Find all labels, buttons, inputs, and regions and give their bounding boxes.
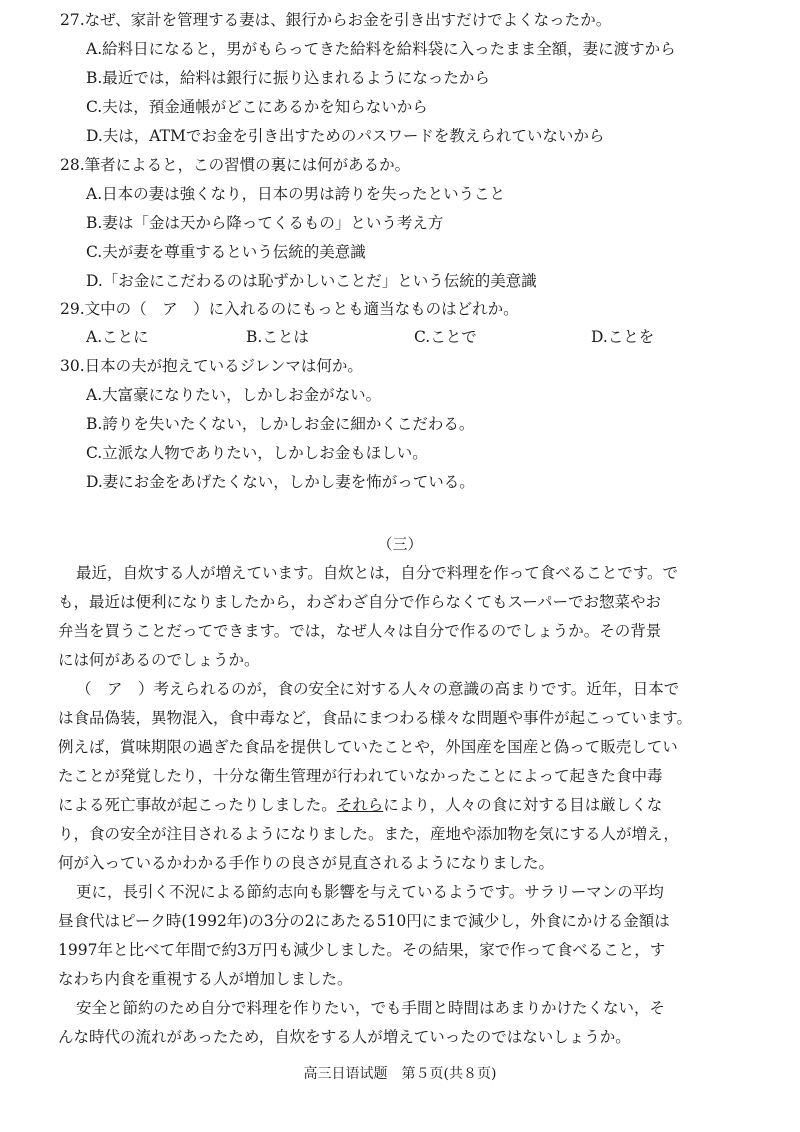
passage-p3-line: 1997年と比べて年間で約3万円も減少しました。その結果，家で作って食べること，す (58, 941, 666, 959)
underlined-phrase: それら (336, 796, 384, 814)
question-29-option-b: B.ことは (246, 328, 309, 346)
question-28-option-c: C.夫が妻を尊重するという伝統的美意識 (86, 243, 366, 261)
section-heading: （三） (377, 535, 423, 553)
passage-p2-line: 例えば，賞味期限の過ぎた食品を提供していたことや，外国産を国産と偽って販売してい (58, 738, 678, 756)
question-30-option-c: C.立派な人物でありたい，しかしお金もほしい。 (86, 444, 428, 462)
question-30-option-d: D.妻にお金をあげたくない，しかし妻を怖がっている。 (86, 473, 475, 491)
passage-text: により，人々の食に対する目は厳しくな (383, 796, 663, 814)
question-29-option-c: C.ことで (414, 328, 477, 346)
question-29-stem: 29.文中の（ ア ）に入れるのにもっとも適当なものはどれか。 (60, 300, 519, 318)
question-27-option-d: D.夫は，ATMでお金を引き出すためのパスワードを教えられていないから (86, 127, 605, 145)
passage-p1-line: 弁当を買うことだってできます。では，なぜ人々は自分で作るのでしょうか。その背景 (58, 622, 662, 640)
question-27-option-b: B.最近では，給料は銀行に振り込まれるようになったから (86, 69, 490, 87)
passage-p2-line (58, 795, 662, 815)
question-27-stem: 27.なぜ、家計を管理する妻は、銀行からお金を引き出すだけでよくなったか。 (60, 11, 612, 29)
passage-p2-line: り，食の安全が注目されるようになりました。また，産地や添加物を気にする人が増え， (58, 825, 679, 843)
passage-p3-line: なわち内食を重視する人が増加しました。 (58, 970, 353, 988)
passage-p1-line: 最近，自炊する人が増えています。自炊とは，自分で料理を作って食べることです。で (76, 564, 679, 582)
question-28-option-a: A.日本の妻は強くなり，日本の男は誇りを失ったということ (86, 185, 506, 203)
passage-p2-line: たことが発覚したり，十分な衛生管理が行われていなかったことによって起きた食中毒 (58, 767, 663, 785)
question-27-option-c: C.夫は，預金通帳がどこにあるかを知らないから (86, 98, 428, 116)
page-footer: 高三日语试题 第５页(共８页) (303, 1066, 497, 1082)
passage-p1-line: には何があるのでしょうか。 (58, 651, 260, 669)
question-29-options (86, 327, 726, 349)
question-29-option-d: D.ことを (591, 328, 655, 346)
question-27-option-a: A.給料日になると，男がもらってきた給料を給料袋に入ったまま全額，妻に渡すから (86, 40, 676, 58)
passage-p2-line: （ ア ）考えられるのが，食の安全に対する人々の意識の高まりです。近年，日本で (76, 680, 680, 698)
passage-p4-line: んな時代の流れがあったため，自炊をする人が増えていったのではないしょうか。 (58, 1028, 631, 1046)
passage-p2-line: 何が入っているかわかる手作りの良さが見直されるようになりました。 (58, 854, 555, 872)
passage-text: による死亡事故が起こったりしました。 (58, 796, 337, 814)
question-28-stem: 28.筆者によると，この習慣の裏には何があるか。 (60, 156, 411, 174)
question-30-stem: 30.日本の夫が抱えているジレンマは何か。 (60, 357, 363, 375)
question-28-option-b: B.妻は「金は天から降ってくるもの」という考え方 (86, 214, 444, 232)
question-30-option-a: A.大富豪になりたい，しかしお金がない。 (86, 386, 382, 404)
passage-p1-line: も，最近は便利になりましたから，わざわざ自分で作らなくてもスーパーでお惣菜やお (58, 593, 661, 611)
question-30-option-b: B.誇りを失いたくない，しかしお金に細かくこだわる。 (86, 415, 475, 433)
passage-p2-line: は食品偽装，異物混入，食中毒など，食品にまつわる様々な問題や事件が起こっています。 (58, 709, 692, 727)
passage-p3-line: 昼食代はピーク時(1992年)の3分の2にあたる510円にまで減少し，外食にかける金額は (58, 912, 670, 930)
passage-p3-line: 更に，長引く不況による節約志向も影響を与えているようです。サラリーマンの平均 (76, 883, 664, 901)
passage-p4-line: 安全と節約のため自分で料理を作りたい，でも手間と時間はあまりかけたくない，そ (76, 999, 666, 1017)
question-28-option-d: D.「お金にこだわるのは恥ずかしいことだ」という伝統的美意識 (86, 272, 537, 290)
question-29-option-a: A.ことに (86, 328, 149, 346)
